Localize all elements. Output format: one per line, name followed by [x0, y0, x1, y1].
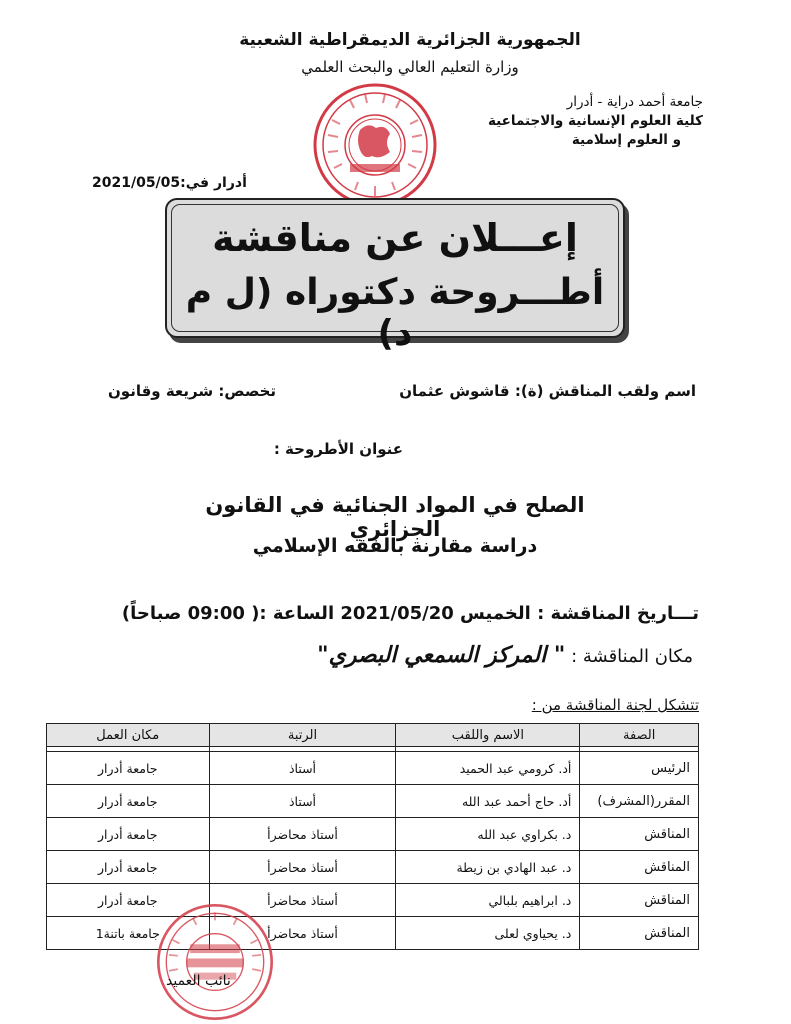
university-name: جامعة أحمد دراية - أدرار	[566, 94, 703, 110]
cell-rank: أستاذ محاضرأ	[209, 884, 396, 917]
header-workplace: مكان العمل	[47, 724, 210, 747]
defense-place: " المركز السمعي البصري"	[317, 643, 566, 668]
cell-name: د. يحياوي لعلى	[396, 917, 580, 950]
announcement-title: إعـــلان عن مناقشة	[212, 216, 578, 260]
defense-place-line	[317, 643, 693, 668]
cell-name: د. بكراوي عبد الله	[396, 818, 580, 851]
university-block	[403, 93, 703, 150]
cell-role: المقرر(المشرف)	[580, 785, 699, 818]
document-date: أدرار في:2021/05/05	[92, 175, 247, 191]
dean-stamp-icon	[145, 900, 285, 1024]
specialty-line	[108, 382, 276, 400]
thesis-subtitle: دراسة مقارنة بالفقه الإسلامي	[252, 535, 538, 557]
cell-rank: أستاذ محاضرأ	[209, 851, 396, 884]
header-rank: الرتبة	[209, 724, 396, 747]
signature-label: نائب العميد	[166, 973, 231, 989]
cell-role: المناقش	[580, 884, 699, 917]
defense-day: الخميس	[460, 603, 531, 624]
cell-name: أد. حاج أحمد عبد الله	[396, 785, 580, 818]
cell-workplace: جامعة أدرار	[47, 884, 210, 917]
official-stamp-icon	[310, 80, 440, 210]
defense-date-label: تـــاريخ المناقشة :	[537, 603, 699, 624]
header-role: الصفة	[580, 724, 699, 747]
cell-role: المناقش	[580, 818, 699, 851]
faculty-name-line2: و العلوم إسلامية	[571, 132, 681, 148]
table-row	[47, 818, 699, 851]
cell-role: المناقش	[580, 851, 699, 884]
cell-rank: أستاذ	[209, 752, 396, 785]
cell-name: د. ابراهيم بلبالي	[396, 884, 580, 917]
table-header-row	[47, 724, 699, 747]
cell-workplace: جامعة باتنة1	[47, 917, 210, 950]
cell-workplace: جامعة أدرار	[47, 818, 210, 851]
candidate-name: قاشوش عثمان	[399, 382, 510, 400]
specialty-value: شريعة وقانون	[108, 382, 214, 400]
table-row	[47, 752, 699, 785]
cell-workplace: جامعة أدرار	[47, 752, 210, 785]
defense-date: 2021/05/20	[340, 603, 454, 624]
announcement-subtitle: أطـــروحة دكتوراه (ل م د)	[185, 272, 605, 354]
defense-place-label: مكان المناقشة :	[571, 646, 693, 667]
candidate-label: اسم ولقب المناقش (ة):	[514, 382, 696, 400]
specialty-label: تخصص:	[218, 382, 277, 400]
ministry-header: وزارة التعليم العالي والبحث العلمي	[301, 58, 519, 76]
cell-role: المناقش	[580, 917, 699, 950]
candidate-line	[399, 382, 696, 400]
cell-rank: أستاذ محاضرأ	[209, 917, 396, 950]
defense-date-line	[122, 603, 699, 624]
cell-rank: أستاذ محاضرأ	[209, 818, 396, 851]
cell-workplace: جامعة أدرار	[47, 851, 210, 884]
republic-header: الجمهورية الجزائرية الديمقراطية الشعبية	[239, 30, 581, 50]
thesis-label: عنوان الأطروحة :	[273, 440, 403, 458]
defense-time-label: الساعة :(	[251, 603, 335, 624]
cell-role: الرئيس	[580, 752, 699, 785]
cell-workplace: جامعة أدرار	[47, 785, 210, 818]
cell-name: أد. كرومي عبد الحميد	[396, 752, 580, 785]
thesis-title: الصلح في المواد الجنائية في القانون الجزائري	[205, 493, 585, 541]
committee-table	[46, 723, 699, 950]
table-row	[47, 785, 699, 818]
defense-time: 09:00 صباحاً)	[121, 603, 245, 624]
announcement-title-box	[165, 198, 625, 354]
cell-rank: أستاذ	[209, 785, 396, 818]
committee-label: تتشكل لجنة المناقشة من :	[531, 696, 699, 714]
faculty-name-line1: كلية العلوم الإنسانية والاجتماعية	[487, 113, 703, 129]
table-row	[47, 851, 699, 884]
cell-name: د. عبد الهادي بن زيطة	[396, 851, 580, 884]
header-name: الاسم واللقب	[396, 724, 580, 747]
